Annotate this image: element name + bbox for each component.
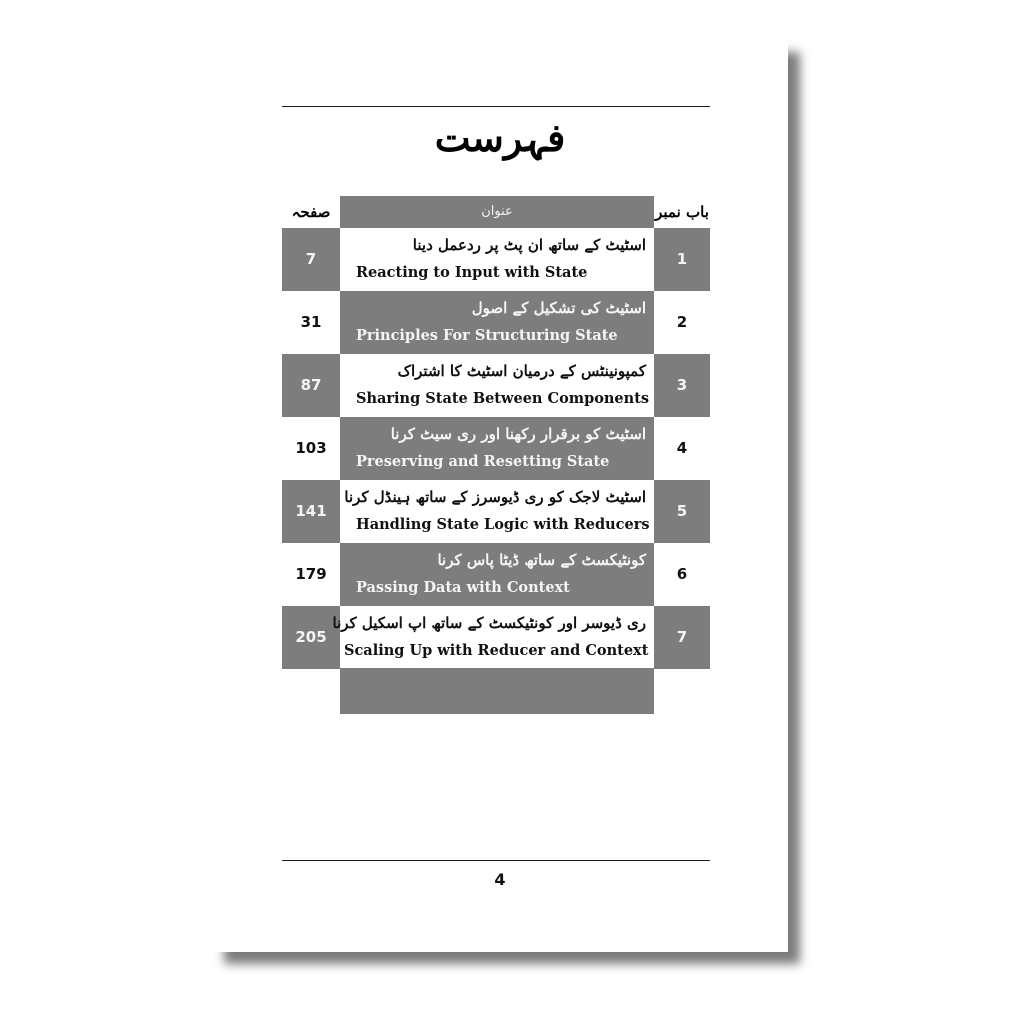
chapter-number-value: 1	[676, 250, 688, 268]
chapter-number-value: 6	[676, 565, 688, 583]
toc-row	[282, 606, 710, 669]
header-chapter-number: باب نمبر	[655, 203, 709, 221]
page-cell	[282, 417, 340, 480]
chapter-cell	[654, 291, 710, 354]
title-cell	[332, 606, 654, 669]
english-title: Handling State Logic with Reducers	[356, 516, 650, 533]
chapter-cell	[654, 417, 710, 480]
top-rule	[282, 106, 710, 107]
page-cell	[282, 543, 340, 606]
title-cell	[340, 417, 654, 480]
page-cell	[282, 291, 340, 354]
page-number-value: 179	[295, 565, 327, 583]
chapter-number-value: 5	[676, 502, 688, 520]
urdu-title: اسٹیٹ کی تشکیل کے اصول	[471, 299, 646, 317]
bottom-rule	[282, 860, 710, 861]
toc-row	[282, 480, 710, 543]
english-title: Preserving and Resetting State	[356, 453, 610, 470]
urdu-title: کونٹیکسٹ کے ساتھ ڈیٹا پاس کرنا	[437, 551, 646, 569]
toc-row	[282, 228, 710, 291]
book-page	[212, 40, 788, 952]
header-title: عنوان	[340, 196, 654, 228]
english-title: Sharing State Between Components	[356, 390, 650, 407]
chapter-cell	[654, 228, 710, 291]
chapter-cell	[654, 480, 710, 543]
urdu-title: اسٹیٹ کے ساتھ ان پٹ پر ردعمل دینا	[412, 236, 646, 254]
chapter-cell	[654, 354, 710, 417]
page-cell	[282, 480, 340, 543]
title-cell	[340, 354, 654, 417]
english-title: Principles For Structuring State	[356, 327, 618, 344]
title-cell	[340, 228, 654, 291]
chapter-cell	[654, 543, 710, 606]
page-number-value: 7	[305, 250, 317, 268]
urdu-title: اسٹیٹ لاجک کو ری ڈیوسرز کے ساتھ ہینڈل کرنا	[344, 488, 646, 506]
chapter-number-value: 3	[676, 376, 688, 394]
toc-row	[282, 291, 710, 354]
toc-row	[282, 543, 710, 606]
page-number-value: 31	[300, 313, 322, 331]
page-number-value: 87	[300, 376, 322, 394]
page-number-value: 141	[295, 502, 327, 520]
header-page-number: صفحہ	[291, 203, 331, 221]
toc-title: فہرست	[434, 115, 566, 160]
english-title: Passing Data with Context	[356, 579, 570, 596]
toc-row	[282, 417, 710, 480]
page-cell	[282, 354, 340, 417]
title-cell	[340, 543, 654, 606]
title-cell	[340, 291, 654, 354]
urdu-title: کمپونینٹس کے درمیان اسٹیٹ کا اشتراک	[397, 362, 646, 380]
page-number-value: 103	[295, 439, 327, 457]
page-number-value: 205	[295, 628, 327, 646]
chapter-cell	[654, 606, 710, 669]
chapter-number-value: 2	[676, 313, 688, 331]
table-filler-block	[340, 668, 654, 714]
urdu-title: ری ڈیوسر اور کونٹیکسٹ کے ساتھ اپ اسکیل کرنا	[332, 614, 646, 632]
page-footer-number: 4	[494, 870, 506, 889]
chapter-number-value: 7	[676, 628, 688, 646]
english-title: Scaling Up with Reducer and Context	[344, 642, 649, 659]
toc-row	[282, 354, 710, 417]
page-cell	[282, 606, 340, 669]
chapter-number-value: 4	[676, 439, 688, 457]
urdu-title: اسٹیٹ کو برقرار رکھنا اور ری سیٹ کرنا	[390, 425, 646, 443]
page-cell	[282, 228, 340, 291]
english-title: Reacting to Input with State	[356, 264, 588, 281]
title-cell	[340, 480, 654, 543]
